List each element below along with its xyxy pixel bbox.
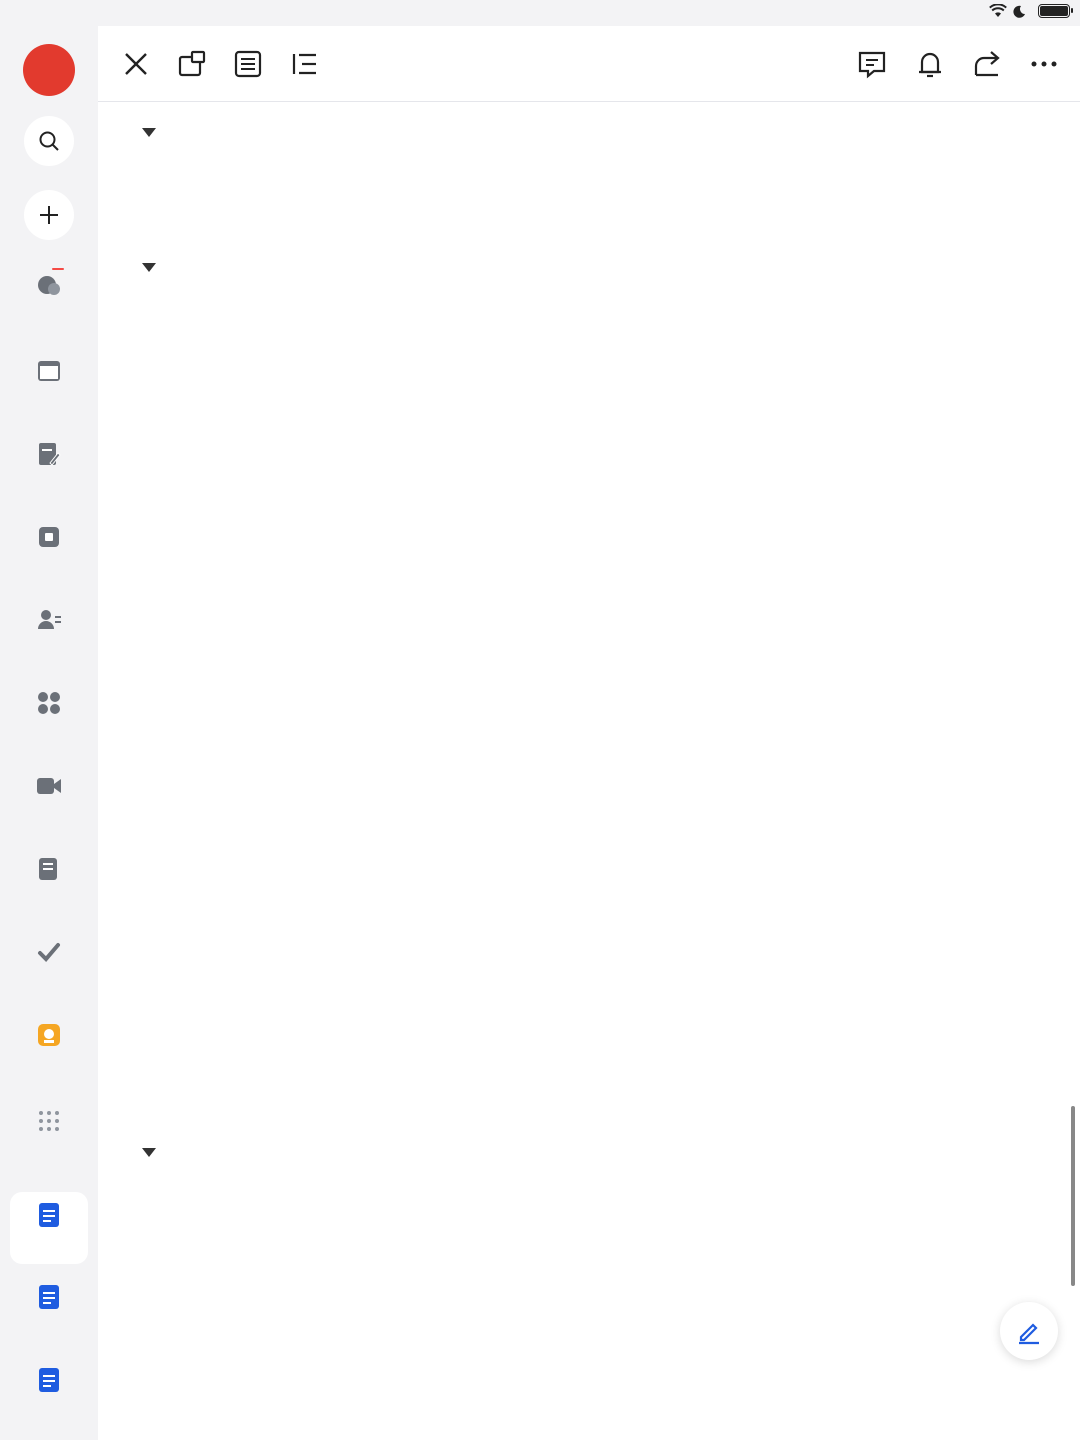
wifi-icon <box>989 4 1007 18</box>
edit-pen-icon <box>1015 1317 1043 1345</box>
list-tree-icon[interactable] <box>288 48 320 80</box>
doc-icon <box>36 1367 62 1393</box>
task-icon <box>36 939 62 965</box>
collapse-triangle-icon[interactable] <box>142 128 156 137</box>
base-icon <box>36 524 62 550</box>
sidebar-doc-3[interactable] <box>0 1367 98 1399</box>
apps-icon <box>36 690 62 716</box>
wiki-icon <box>36 856 62 882</box>
sales-table-image <box>170 466 1008 1090</box>
doc-icon <box>36 1284 62 1310</box>
doc-content[interactable] <box>98 102 1080 1440</box>
sidebar-item-tasks[interactable] <box>0 939 98 971</box>
sidebar-item-calendar[interactable] <box>0 358 98 390</box>
doc-toolbar <box>98 26 1080 102</box>
outline-icon[interactable] <box>232 48 264 80</box>
avatar[interactable] <box>23 44 75 96</box>
sidebar-item-attendance[interactable] <box>0 1022 98 1054</box>
bell-icon[interactable] <box>914 48 946 80</box>
sidebar-doc-2[interactable] <box>0 1284 98 1316</box>
message-badge <box>52 268 64 270</box>
status-bar <box>0 0 1080 26</box>
doc-edit-icon <box>36 441 62 467</box>
sidebar <box>0 26 98 1440</box>
moon-icon <box>1013 5 1026 18</box>
share-icon[interactable] <box>971 48 1003 80</box>
comment-icon[interactable] <box>856 48 888 80</box>
sidebar-item-messages[interactable] <box>0 272 98 304</box>
sidebar-item-wiki[interactable] <box>0 856 98 888</box>
add-button[interactable] <box>24 190 74 240</box>
sidebar-item-contacts[interactable] <box>0 607 98 639</box>
scrollbar[interactable] <box>1071 1106 1075 1286</box>
search-button[interactable] <box>24 116 74 166</box>
more-grid-icon <box>36 1108 62 1134</box>
window-icon[interactable] <box>176 48 208 80</box>
plus-icon <box>38 204 60 226</box>
sidebar-item-docs[interactable] <box>0 441 98 473</box>
sidebar-item-base[interactable] <box>0 524 98 556</box>
sidebar-item-workplace[interactable] <box>0 690 98 722</box>
status-right <box>989 4 1070 18</box>
search-icon <box>38 130 60 152</box>
collapse-triangle-icon[interactable] <box>142 263 156 272</box>
sidebar-item-video[interactable] <box>0 773 98 805</box>
sidebar-item-more[interactable] <box>0 1108 98 1140</box>
more-icon[interactable] <box>1028 48 1060 80</box>
collapse-triangle-icon[interactable] <box>142 1148 156 1157</box>
attendance-icon <box>36 1022 62 1048</box>
contacts-icon <box>36 607 62 633</box>
sidebar-doc-active[interactable] <box>10 1192 88 1264</box>
video-icon <box>36 773 62 799</box>
calendar-icon <box>36 358 62 384</box>
battery-icon <box>1038 4 1070 18</box>
doc-icon <box>36 1202 62 1228</box>
close-icon[interactable] <box>120 48 152 80</box>
chat-icon <box>36 272 62 298</box>
edit-button[interactable] <box>1000 1302 1058 1360</box>
